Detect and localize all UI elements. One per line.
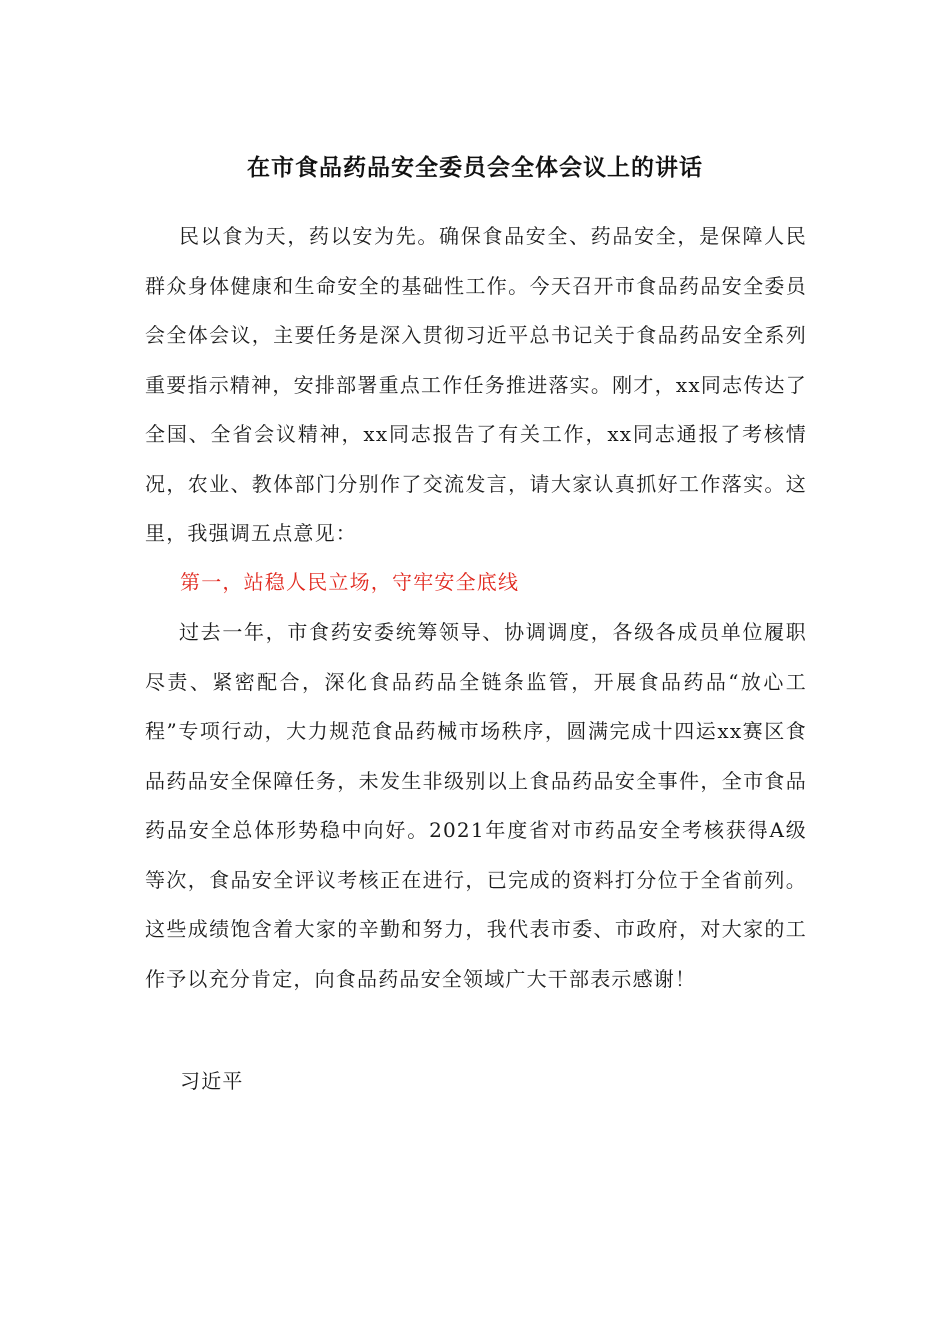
document-title: 在市食品药品安全委员会全体会议上的讲话 [247,155,703,181]
section-heading: 第一，站稳人民立场，守牢安全底线 [180,570,520,594]
signature: 习近平 [180,1069,244,1093]
paragraph-review: 过去一年，市食药安委统筹领导、协调调度，各级各成员单位履职尽责、紧密配合，深化食品药品全链条监管，开展食品药品“放心工程”专项行动，大力规范食品药械市场秩序，圆满完成十四运xx赛区食品药品安全保障任务，未发生非级别以上食品药品安全事件，全市食品药品安全总体形势稳中向好。2021年度省对市药品安全考核获得A级等次，食品安全评议考核正在进行，已完成的资料打分位于全省前列。这些成绩饱含着大家的辛勤和努力，我代表市委、市政府，对大家的工作予以充分肯定，向食品药品安全领域广大干部表示感谢！ [145,620,807,991]
paragraph-intro: 民以食为天，药以安为先。确保食品安全、药品安全，是保障人民群众身体健康和生命安全的基础性工作。今天召开市食品药品安全委员会全体会议，主要任务是深入贯彻习近平总书记关于食品药品安全系列重要指示精神，安排部署重点工作任务推进落实。刚才，xx同志传达了全国、全省会议精神，xx同志报告了有关工作，xx同志通报了考核情况，农业、教体部门分别作了交流发言，请大家认真抓好工作落实。这里，我强调五点意见： [145,224,807,545]
